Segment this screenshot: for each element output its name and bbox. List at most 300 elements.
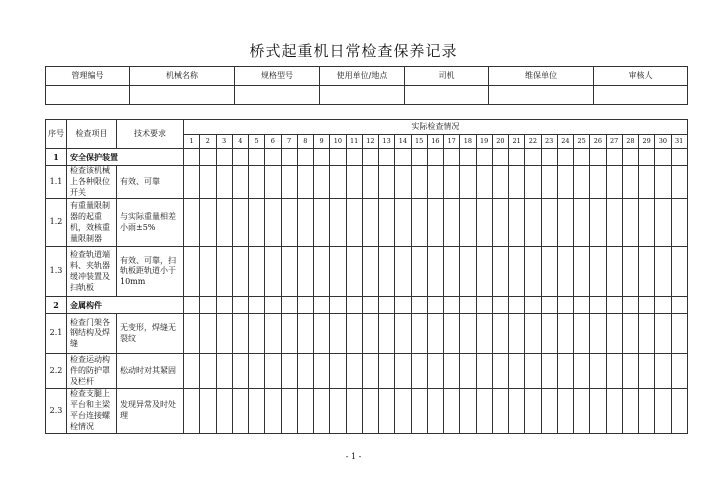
check-cell[interactable] [314, 354, 330, 389]
day-number: 16 [427, 135, 443, 149]
check-cell[interactable] [476, 149, 492, 166]
check-cell[interactable] [379, 149, 395, 166]
check-cell[interactable] [362, 389, 378, 433]
header-label: 审核人 [594, 67, 688, 86]
check-cell[interactable] [590, 354, 606, 389]
check-cell[interactable] [557, 166, 573, 199]
check-cell[interactable] [232, 247, 248, 297]
check-cell[interactable] [574, 389, 590, 433]
check-cell[interactable] [184, 354, 200, 389]
check-cell[interactable] [444, 389, 460, 433]
check-cell[interactable] [476, 389, 492, 433]
check-cell[interactable] [346, 314, 362, 354]
check-cell[interactable] [249, 314, 265, 354]
check-cell[interactable] [525, 354, 541, 389]
check-cell[interactable] [492, 199, 508, 247]
header-value-cell[interactable] [594, 86, 688, 105]
check-cell[interactable] [330, 199, 346, 247]
check-cell[interactable] [492, 389, 508, 433]
header-value-cell[interactable] [235, 86, 320, 105]
check-cell[interactable] [639, 166, 655, 199]
check-cell[interactable] [541, 297, 557, 314]
check-cell[interactable] [346, 297, 362, 314]
check-cell[interactable] [639, 149, 655, 166]
check-cell[interactable] [606, 354, 622, 389]
check-cell[interactable] [216, 314, 232, 354]
check-cell[interactable] [622, 166, 638, 199]
check-cell[interactable] [200, 314, 216, 354]
check-cell[interactable] [216, 166, 232, 199]
check-cell[interactable] [200, 149, 216, 166]
check-cell[interactable] [200, 297, 216, 314]
check-cell[interactable] [281, 199, 297, 247]
table-row [46, 354, 688, 389]
header-info-table [45, 66, 688, 105]
check-cell[interactable] [541, 389, 557, 433]
day-number: 19 [476, 135, 492, 149]
check-cell[interactable] [557, 149, 573, 166]
check-cell[interactable] [476, 314, 492, 354]
check-cell[interactable] [492, 166, 508, 199]
check-cell[interactable] [200, 199, 216, 247]
check-cell[interactable] [509, 314, 525, 354]
check-cell[interactable] [525, 314, 541, 354]
check-cell[interactable] [216, 389, 232, 433]
day-number: 1 [184, 135, 200, 149]
check-cell[interactable] [184, 314, 200, 354]
day-number: 5 [249, 135, 265, 149]
check-cell[interactable] [216, 354, 232, 389]
check-cell[interactable] [525, 199, 541, 247]
check-cell[interactable] [460, 389, 476, 433]
check-cell[interactable] [216, 247, 232, 297]
check-cell[interactable] [200, 389, 216, 433]
day-number: 10 [330, 135, 346, 149]
check-cell[interactable] [427, 297, 443, 314]
check-cell[interactable] [362, 314, 378, 354]
check-cell[interactable] [590, 389, 606, 433]
check-cell[interactable] [362, 166, 378, 199]
check-cell[interactable] [427, 199, 443, 247]
check-cell[interactable] [265, 199, 281, 247]
check-cell[interactable] [525, 149, 541, 166]
check-cell[interactable] [606, 149, 622, 166]
check-cell[interactable] [314, 297, 330, 314]
check-cell[interactable] [590, 247, 606, 297]
check-cell[interactable] [492, 297, 508, 314]
check-cell[interactable] [411, 389, 427, 433]
check-cell[interactable] [476, 247, 492, 297]
header-value-cell[interactable] [405, 86, 489, 105]
check-cell[interactable] [297, 199, 313, 247]
check-cell[interactable] [574, 149, 590, 166]
check-cell[interactable] [606, 166, 622, 199]
table-row [46, 389, 688, 433]
table-row [46, 199, 688, 247]
check-cell[interactable] [362, 297, 378, 314]
check-cell[interactable] [265, 166, 281, 199]
check-cell[interactable] [314, 389, 330, 433]
check-cell[interactable] [297, 314, 313, 354]
day-number: 11 [346, 135, 362, 149]
check-cell[interactable] [525, 389, 541, 433]
check-cell[interactable] [249, 199, 265, 247]
check-cell[interactable] [509, 389, 525, 433]
check-cell[interactable] [346, 149, 362, 166]
check-cell[interactable] [509, 199, 525, 247]
check-cell[interactable] [541, 247, 557, 297]
check-cell[interactable] [427, 314, 443, 354]
row-requirement: 有效、可靠 [117, 166, 184, 199]
check-cell[interactable] [671, 354, 687, 389]
check-cell[interactable] [590, 199, 606, 247]
check-cell[interactable] [411, 166, 427, 199]
check-cell[interactable] [249, 166, 265, 199]
check-cell[interactable] [395, 199, 411, 247]
check-cell[interactable] [639, 314, 655, 354]
check-cell[interactable] [541, 354, 557, 389]
check-cell[interactable] [476, 297, 492, 314]
check-cell[interactable] [557, 247, 573, 297]
check-cell[interactable] [574, 199, 590, 247]
row-item: 检查支腿上平台和主梁平台连接螺栓情况 [67, 389, 117, 433]
check-cell[interactable] [606, 199, 622, 247]
check-cell[interactable] [639, 389, 655, 433]
check-cell[interactable] [314, 247, 330, 297]
check-cell[interactable] [671, 199, 687, 247]
check-cell[interactable] [590, 297, 606, 314]
check-cell[interactable] [655, 389, 671, 433]
check-cell[interactable] [622, 199, 638, 247]
check-cell[interactable] [671, 389, 687, 433]
check-cell[interactable] [655, 199, 671, 247]
check-cell[interactable] [460, 297, 476, 314]
check-cell[interactable] [606, 297, 622, 314]
check-cell[interactable] [460, 166, 476, 199]
check-cell[interactable] [265, 389, 281, 433]
check-cell[interactable] [574, 247, 590, 297]
check-cell[interactable] [655, 166, 671, 199]
check-cell[interactable] [557, 297, 573, 314]
day-number: 20 [492, 135, 508, 149]
check-cell[interactable] [379, 166, 395, 199]
check-cell[interactable] [671, 166, 687, 199]
header-label-row [46, 67, 688, 86]
check-cell[interactable] [639, 199, 655, 247]
check-cell[interactable] [395, 297, 411, 314]
check-cell[interactable] [232, 389, 248, 433]
check-cell[interactable] [184, 297, 200, 314]
check-cell[interactable] [314, 166, 330, 199]
check-cell[interactable] [541, 166, 557, 199]
check-cell[interactable] [232, 297, 248, 314]
check-cell[interactable] [346, 166, 362, 199]
header-value-cell[interactable] [489, 86, 594, 105]
row-seq: 2.3 [46, 389, 67, 433]
check-cell[interactable] [427, 149, 443, 166]
check-cell[interactable] [655, 354, 671, 389]
check-cell[interactable] [639, 297, 655, 314]
check-cell[interactable] [655, 149, 671, 166]
check-cell[interactable] [476, 199, 492, 247]
check-cell[interactable] [200, 166, 216, 199]
row-requirement: 松动时对其紧固 [117, 354, 184, 389]
check-cell[interactable] [232, 149, 248, 166]
check-cell[interactable] [395, 314, 411, 354]
check-cell[interactable] [395, 149, 411, 166]
check-cell[interactable] [395, 354, 411, 389]
check-cell[interactable] [427, 247, 443, 297]
check-cell[interactable] [362, 199, 378, 247]
row-item: 检查轨道端料、夹轨器缓冲装置及扫轨板 [67, 247, 117, 297]
check-cell[interactable] [444, 297, 460, 314]
day-number: 24 [557, 135, 573, 149]
table-row [46, 166, 688, 199]
day-number: 13 [379, 135, 395, 149]
day-number: 6 [265, 135, 281, 149]
check-cell[interactable] [411, 354, 427, 389]
check-cell[interactable] [525, 297, 541, 314]
check-cell[interactable] [671, 149, 687, 166]
check-cell[interactable] [444, 314, 460, 354]
check-cell[interactable] [281, 149, 297, 166]
check-cell[interactable] [557, 199, 573, 247]
check-cell[interactable] [216, 199, 232, 247]
check-cell[interactable] [200, 354, 216, 389]
check-cell[interactable] [411, 199, 427, 247]
check-cell[interactable] [184, 166, 200, 199]
header-value-cell[interactable] [130, 86, 235, 105]
check-cell[interactable] [444, 247, 460, 297]
check-cell[interactable] [281, 166, 297, 199]
check-cell[interactable] [281, 247, 297, 297]
check-cell[interactable] [265, 314, 281, 354]
check-cell[interactable] [509, 354, 525, 389]
check-cell[interactable] [265, 354, 281, 389]
check-cell[interactable] [509, 297, 525, 314]
check-cell[interactable] [639, 247, 655, 297]
check-cell[interactable] [622, 389, 638, 433]
check-cell[interactable] [297, 354, 313, 389]
section-title: 金属构件 [67, 297, 184, 314]
row-requirement: 有效、可靠，扫轨板距轨道小于10mm [117, 247, 184, 297]
check-cell[interactable] [232, 354, 248, 389]
check-cell[interactable] [622, 297, 638, 314]
day-number: 30 [655, 135, 671, 149]
check-cell[interactable] [655, 247, 671, 297]
check-cell[interactable] [557, 389, 573, 433]
check-cell[interactable] [232, 314, 248, 354]
day-number: 15 [411, 135, 427, 149]
check-cell[interactable] [427, 166, 443, 199]
day-number: 28 [622, 135, 638, 149]
check-cell[interactable] [476, 166, 492, 199]
check-cell[interactable] [346, 247, 362, 297]
check-cell[interactable] [314, 149, 330, 166]
check-cell[interactable] [297, 247, 313, 297]
check-cell[interactable] [362, 354, 378, 389]
check-cell[interactable] [655, 314, 671, 354]
check-cell[interactable] [379, 314, 395, 354]
header-label: 司机 [405, 67, 489, 86]
check-cell[interactable] [444, 199, 460, 247]
check-cell[interactable] [655, 297, 671, 314]
check-cell[interactable] [379, 199, 395, 247]
check-cell[interactable] [232, 199, 248, 247]
check-cell[interactable] [330, 247, 346, 297]
check-cell[interactable] [476, 354, 492, 389]
header-label: 机械名称 [130, 67, 235, 86]
check-cell[interactable] [492, 149, 508, 166]
check-cell[interactable] [411, 297, 427, 314]
row-seq: 2.1 [46, 314, 67, 354]
check-cell[interactable] [411, 149, 427, 166]
check-cell[interactable] [541, 149, 557, 166]
check-cell[interactable] [395, 247, 411, 297]
col-header-requirement: 技术要求 [117, 120, 184, 149]
check-cell[interactable] [606, 389, 622, 433]
check-cell[interactable] [574, 297, 590, 314]
check-cell[interactable] [460, 354, 476, 389]
check-cell[interactable] [574, 166, 590, 199]
check-cell[interactable] [525, 247, 541, 297]
col-header-actual: 实际检查情况 [184, 120, 688, 135]
check-cell[interactable] [557, 314, 573, 354]
check-cell[interactable] [557, 354, 573, 389]
check-cell[interactable] [590, 314, 606, 354]
table-row [46, 314, 688, 354]
check-cell[interactable] [606, 247, 622, 297]
check-cell[interactable] [444, 166, 460, 199]
header-value-row [46, 86, 688, 105]
check-cell[interactable] [265, 149, 281, 166]
col-header-seq: 序号 [46, 120, 67, 149]
check-cell[interactable] [297, 389, 313, 433]
row-item: 有重量限制器的起重机，效核重量限制器 [67, 199, 117, 247]
check-cell[interactable] [492, 247, 508, 297]
header-label: 使用单位/地点 [320, 67, 405, 86]
check-cell[interactable] [411, 314, 427, 354]
check-cell[interactable] [525, 166, 541, 199]
header-value-cell[interactable] [320, 86, 405, 105]
check-cell[interactable] [379, 389, 395, 433]
check-cell[interactable] [232, 166, 248, 199]
row-item: 检查该机械上各种限位开关 [67, 166, 117, 199]
check-cell[interactable] [346, 354, 362, 389]
check-cell[interactable] [671, 247, 687, 297]
header-value-cell[interactable] [46, 86, 130, 105]
check-cell[interactable] [379, 354, 395, 389]
check-cell[interactable] [184, 149, 200, 166]
check-cell[interactable] [444, 354, 460, 389]
check-cell[interactable] [541, 314, 557, 354]
check-cell[interactable] [216, 297, 232, 314]
check-cell[interactable] [249, 247, 265, 297]
check-cell[interactable] [541, 199, 557, 247]
check-cell[interactable] [460, 199, 476, 247]
check-cell[interactable] [249, 354, 265, 389]
check-cell[interactable] [297, 166, 313, 199]
check-cell[interactable] [249, 297, 265, 314]
check-cell[interactable] [249, 389, 265, 433]
check-cell[interactable] [184, 199, 200, 247]
check-cell[interactable] [509, 247, 525, 297]
check-cell[interactable] [509, 166, 525, 199]
page-number: - 1 - [345, 452, 362, 461]
check-cell[interactable] [281, 297, 297, 314]
check-cell[interactable] [492, 314, 508, 354]
check-cell[interactable] [606, 314, 622, 354]
check-cell[interactable] [622, 247, 638, 297]
check-cell[interactable] [330, 354, 346, 389]
row-requirement: 无变形，焊缝无裂纹 [117, 314, 184, 354]
check-cell[interactable] [671, 314, 687, 354]
check-cell[interactable] [314, 314, 330, 354]
check-cell[interactable] [330, 166, 346, 199]
check-cell[interactable] [265, 247, 281, 297]
check-cell[interactable] [460, 149, 476, 166]
check-cell[interactable] [330, 149, 346, 166]
header-label: 规格型号 [235, 67, 320, 86]
check-cell[interactable] [639, 354, 655, 389]
check-cell[interactable] [330, 297, 346, 314]
check-cell[interactable] [444, 149, 460, 166]
check-cell[interactable] [590, 149, 606, 166]
check-cell[interactable] [216, 149, 232, 166]
check-cell[interactable] [249, 149, 265, 166]
check-cell[interactable] [346, 389, 362, 433]
check-cell[interactable] [330, 314, 346, 354]
check-cell[interactable] [671, 297, 687, 314]
check-cell[interactable] [379, 247, 395, 297]
check-cell[interactable] [622, 314, 638, 354]
check-cell[interactable] [184, 247, 200, 297]
check-cell[interactable] [200, 247, 216, 297]
check-cell[interactable] [574, 354, 590, 389]
check-cell[interactable] [379, 297, 395, 314]
check-cell[interactable] [297, 149, 313, 166]
check-cell[interactable] [460, 314, 476, 354]
check-cell[interactable] [509, 149, 525, 166]
check-cell[interactable] [492, 354, 508, 389]
check-cell[interactable] [362, 149, 378, 166]
check-cell[interactable] [395, 166, 411, 199]
inspection-table [45, 119, 688, 434]
check-cell[interactable] [184, 389, 200, 433]
check-cell[interactable] [427, 389, 443, 433]
check-cell[interactable] [590, 166, 606, 199]
check-cell[interactable] [460, 247, 476, 297]
section-number: 1 [46, 149, 67, 166]
day-number: 9 [314, 135, 330, 149]
check-cell[interactable] [574, 314, 590, 354]
check-cell[interactable] [330, 389, 346, 433]
check-cell[interactable] [395, 389, 411, 433]
check-cell[interactable] [281, 314, 297, 354]
check-cell[interactable] [281, 389, 297, 433]
check-cell[interactable] [362, 247, 378, 297]
check-cell[interactable] [622, 354, 638, 389]
check-cell[interactable] [265, 297, 281, 314]
section-number: 2 [46, 297, 67, 314]
check-cell[interactable] [622, 149, 638, 166]
check-cell[interactable] [346, 199, 362, 247]
check-cell[interactable] [281, 354, 297, 389]
check-cell[interactable] [411, 247, 427, 297]
check-cell[interactable] [314, 199, 330, 247]
check-cell[interactable] [297, 297, 313, 314]
check-cell[interactable] [427, 354, 443, 389]
